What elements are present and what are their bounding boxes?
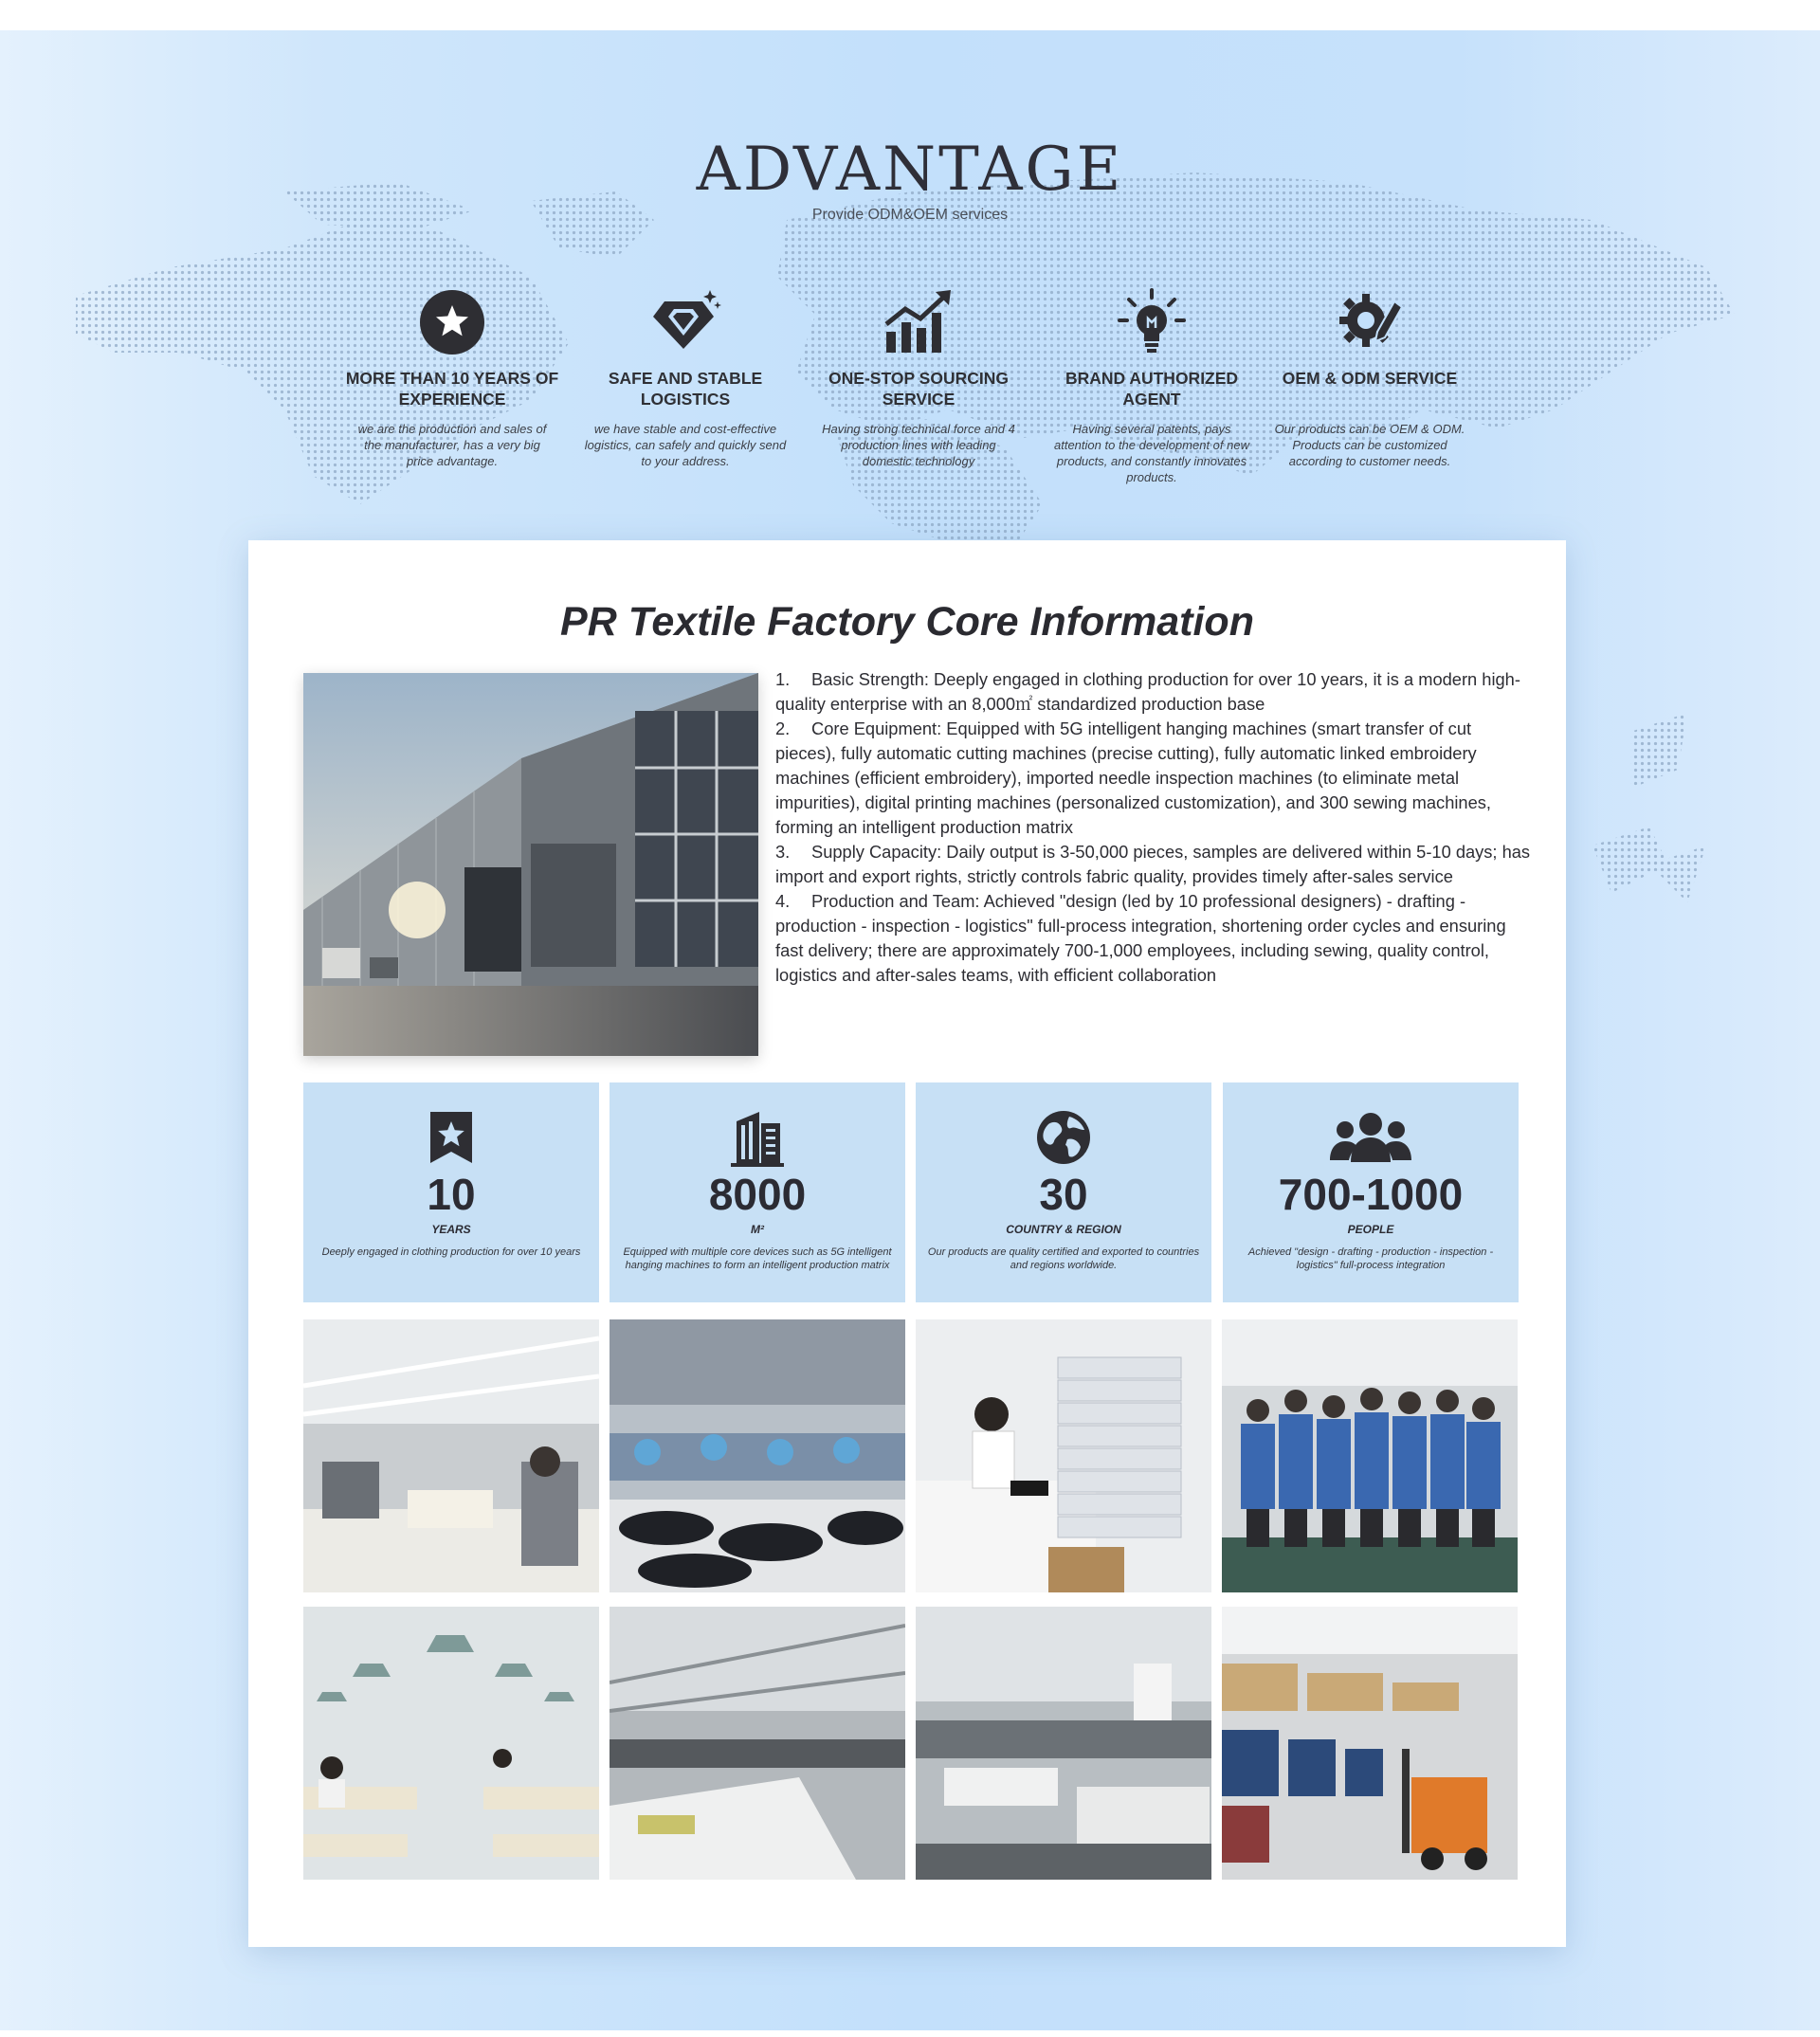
core-info-text: Basic Strength: Deeply engaged in clothing production for over 10 years, it is a modern high-quality enterprise with an 8,000㎡ standardized production base	[775, 669, 1520, 714]
advantage-item-desc: Our products can be OEM & ODM. Products can be customized according to customer needs.	[1274, 422, 1465, 468]
advantage-item-brand	[1043, 284, 1261, 485]
core-info-number: 2.	[775, 718, 791, 738]
stat-value: 700-1000	[1278, 1170, 1464, 1219]
core-info-item	[775, 889, 1534, 988]
advantage-subtitle: Provide ODM&OEM services	[811, 207, 1009, 223]
advantage-features	[0, 284, 1820, 493]
cutting-tables-photo	[610, 1607, 905, 1880]
workshop-overview-photo	[916, 1607, 1211, 1880]
core-info-number: 4.	[775, 891, 791, 911]
core-info-item	[775, 840, 1534, 889]
advantage-item-title: OEM & ODM SERVICE	[1282, 369, 1458, 388]
lightbulb-icon	[1043, 284, 1261, 360]
sewing-lines-photo	[303, 1607, 599, 1880]
star-badge-icon	[343, 284, 561, 360]
packing-station-photo	[916, 1319, 1211, 1592]
stat-desc: Deeply engaged in clothing production for over 10 years	[321, 1246, 581, 1258]
core-info-number: 1.	[775, 669, 791, 689]
globe-icon	[916, 1105, 1211, 1170]
advantage-item-logistics	[576, 284, 794, 469]
core-info-item	[775, 717, 1534, 840]
core-info-text: Supply Capacity: Daily output is 3-50,000 pieces, samples are delivered within 5-10 days; has import and export rights, strictly controls fabric quality, provides timely after-sales service	[775, 842, 1531, 886]
stat-value: 30	[1039, 1170, 1088, 1219]
production-floor-photo	[610, 1319, 905, 1592]
advantage-title: ADVANTAGE	[696, 135, 1124, 205]
stat-unit: COUNTRY & REGION	[1006, 1223, 1121, 1236]
factory-info-card	[248, 540, 1566, 1947]
advantage-item-experience	[343, 284, 561, 469]
advantage-item-title: BRAND AUTHORIZED AGENT	[1065, 369, 1239, 409]
advantage-item-desc: we have stable and cost-effective logistics, can safely and quickly send to your address.	[584, 422, 787, 468]
core-info-text: Core Equipment: Equipped with 5G intelligent hanging machines (smart transfer of cut pieces), fully automatic cutting machines (precise cutting), fully automatic linked embroidery machines (efficient embroidery), imported needle inspection machines (to eliminate metal impurities), digital printing machines (personalized customization), and 300 sewing machines, forming an intelligent production matrix	[775, 718, 1491, 837]
advantage-item-desc: Having several patents, pays attention to the development of new products, and constantly innovates products.	[1054, 422, 1249, 484]
building-icon	[610, 1105, 905, 1170]
diamond-icon	[576, 284, 794, 360]
advantage-item-oem	[1261, 284, 1479, 469]
stat-desc: Our products are quality certified and exported to countries and regions worldwide.	[927, 1246, 1200, 1271]
advantage-item-title: MORE THAN 10 YEARS OF EXPERIENCE	[345, 369, 559, 409]
stat-unit: YEARS	[431, 1223, 471, 1236]
page-background	[0, 30, 1820, 2030]
stat-people	[1223, 1082, 1519, 1302]
people-icon	[1223, 1105, 1519, 1170]
bookmark-star-icon	[303, 1105, 599, 1170]
advantage-item-desc: Having strong technical force and 4 production lines with leading domestic technology	[822, 422, 1015, 468]
card-title: PR Textile Factory Core Information	[560, 599, 1254, 645]
team-photo	[1222, 1319, 1518, 1592]
stat-area	[610, 1082, 905, 1302]
advantage-item-title: ONE-STOP SOURCING SERVICE	[828, 369, 1009, 409]
stat-countries	[916, 1082, 1211, 1302]
stat-desc: Achieved "design - drafting - production - inspection - logistics" full-process integration	[1247, 1246, 1494, 1271]
growth-chart-icon	[810, 284, 1028, 360]
core-info-number: 3.	[775, 842, 791, 862]
core-info-list	[775, 667, 1534, 988]
stat-desc: Equipped with multiple core devices such as 5G intelligent hanging machines to form an intelligent production matrix	[623, 1246, 892, 1271]
gear-pencil-icon	[1261, 284, 1479, 360]
stat-unit: PEOPLE	[1347, 1223, 1394, 1236]
warehouse-photo	[1222, 1607, 1518, 1880]
stat-value: 8000	[708, 1170, 807, 1219]
sewing-workshop-photo	[303, 1319, 599, 1592]
stat-value: 10	[427, 1170, 476, 1219]
stat-unit: M²	[751, 1223, 764, 1236]
factory-building-photo	[303, 673, 758, 1056]
stat-years	[303, 1082, 599, 1302]
advantage-item-desc: we are the production and sales of the manufacturer, has a very big price advantage.	[357, 422, 547, 468]
core-info-item	[775, 667, 1534, 717]
core-info-text: Production and Team: Achieved "design (led by 10 professional designers) - drafting - production - inspection - logistics" full-process integration, shortening order cycles and ensuring fast delivery; there are approximately 700-1,000 employees, including sewing, quality control, logistics and after-sales teams, with efficient collaboration	[775, 891, 1506, 985]
advantage-item-title: SAFE AND STABLE LOGISTICS	[608, 369, 763, 409]
advantage-item-sourcing	[810, 284, 1028, 469]
